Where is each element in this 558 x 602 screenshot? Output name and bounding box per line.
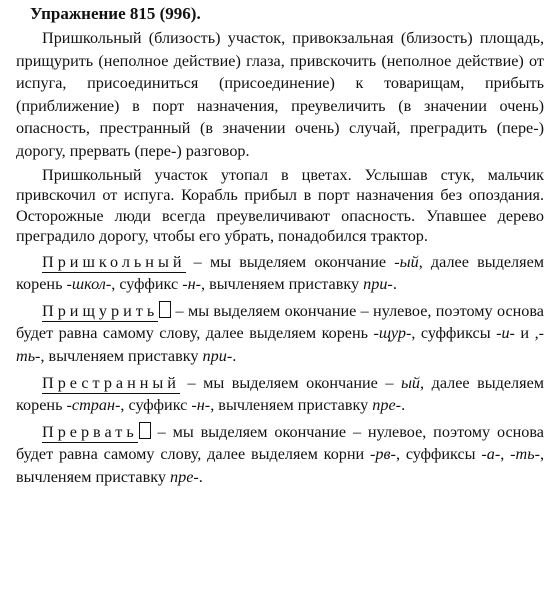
suffix-morpheme: -ть- — [510, 445, 540, 464]
analysis-text: , вычленяем приставку — [201, 275, 364, 294]
analysis-text: – мы выделяем окончание – — [179, 373, 401, 392]
suffix-morpheme: -а- — [481, 445, 501, 464]
analysis-text: – мы выделяем окончание – нулевое, поэтому основа будет равна самому слову, далее выделяем корень — [16, 301, 544, 343]
suffix-morpheme: -н- — [182, 275, 202, 294]
root-morpheme: -щур- — [373, 324, 412, 343]
analysis-text: – мы выделяем окончание – нулевое, поэтому основа будет равна самому слову, далее выделяем корни — [16, 422, 544, 464]
analyzed-word: Престранный — [42, 373, 180, 392]
analysis-text: и — [514, 324, 535, 343]
suffix-morpheme: ,-ть- — [16, 324, 544, 365]
analysis-text: , — [500, 445, 511, 464]
prefix-morpheme: пре- — [170, 467, 199, 486]
analysis-text: , вычленяем приставку — [40, 346, 203, 365]
exercise-title: Упражнение 815 (996). — [30, 4, 201, 23]
ending-morpheme: ый — [400, 373, 421, 392]
analysis-text: , вычленяем приставку — [210, 396, 373, 415]
analysis-paragraph-4 — [16, 421, 544, 489]
analysis-text: , суффиксы — [395, 445, 482, 464]
analysis-text: , суффикс — [111, 275, 183, 294]
analysis-text: , вычленяем приставку — [16, 445, 545, 486]
analysis-text: – мы выделяем окончание — [185, 252, 395, 271]
root-morpheme: -рв- — [370, 445, 396, 464]
analysis-text: . — [392, 275, 397, 294]
sentences-paragraph: Пришкольный участок утопал в цветах. Услышав стук, мальчик привскочил от испуга. Корабль прибыл в порт назначения без опоздания. Осторожные люди всегда преувеличивают опасность. Упавшее дерево преградило дорогу, чтобы его убрать, понадобился трактор. — [16, 165, 544, 246]
root-morpheme: -школ- — [66, 275, 112, 294]
analysis-text: , суффикс — [120, 396, 192, 415]
suffix-morpheme: -н- — [191, 396, 211, 415]
analysis-text: , далее выделяем корень — [16, 373, 544, 415]
zero-ending-box — [139, 422, 151, 439]
analyzed-word: Прищурить — [42, 301, 159, 320]
analysis-text: . — [198, 467, 203, 486]
suffix-morpheme: -и- — [496, 324, 515, 343]
analysis-paragraph-1 — [16, 251, 544, 296]
prefix-morpheme: при- — [363, 275, 393, 294]
analysis-paragraph-2 — [16, 300, 544, 368]
analyzed-word: Пришкольный — [42, 252, 186, 271]
prefix-morpheme: пре- — [372, 396, 402, 415]
root-morpheme: -стран- — [66, 396, 121, 415]
zero-ending-box — [159, 301, 171, 318]
analysis-text: . — [401, 396, 406, 415]
word-list-paragraph: Пришкольный (близость) участок, привокзальная (близость) площадь, прищурить (неполное действие) глаза, привскочить (неполное действие) от испуга, присоединиться (присоединение) к товарищам, прибыть (приближение) в порт назначения, преувеличить (в значении очень) опасность, престранный (в значении очень) случай, преградить (пере-) дорогу, прервать (пере-) разговор. — [16, 29, 544, 160]
analysis-text: , суффиксы — [411, 324, 497, 343]
analysis-paragraph-3 — [16, 372, 544, 417]
analyzed-word: Прервать — [42, 422, 138, 441]
analysis-text: . — [232, 346, 237, 365]
ending-morpheme: -ый — [394, 252, 419, 271]
prefix-morpheme: при- — [202, 346, 233, 365]
analysis-text: , далее выделяем корень — [16, 252, 544, 294]
